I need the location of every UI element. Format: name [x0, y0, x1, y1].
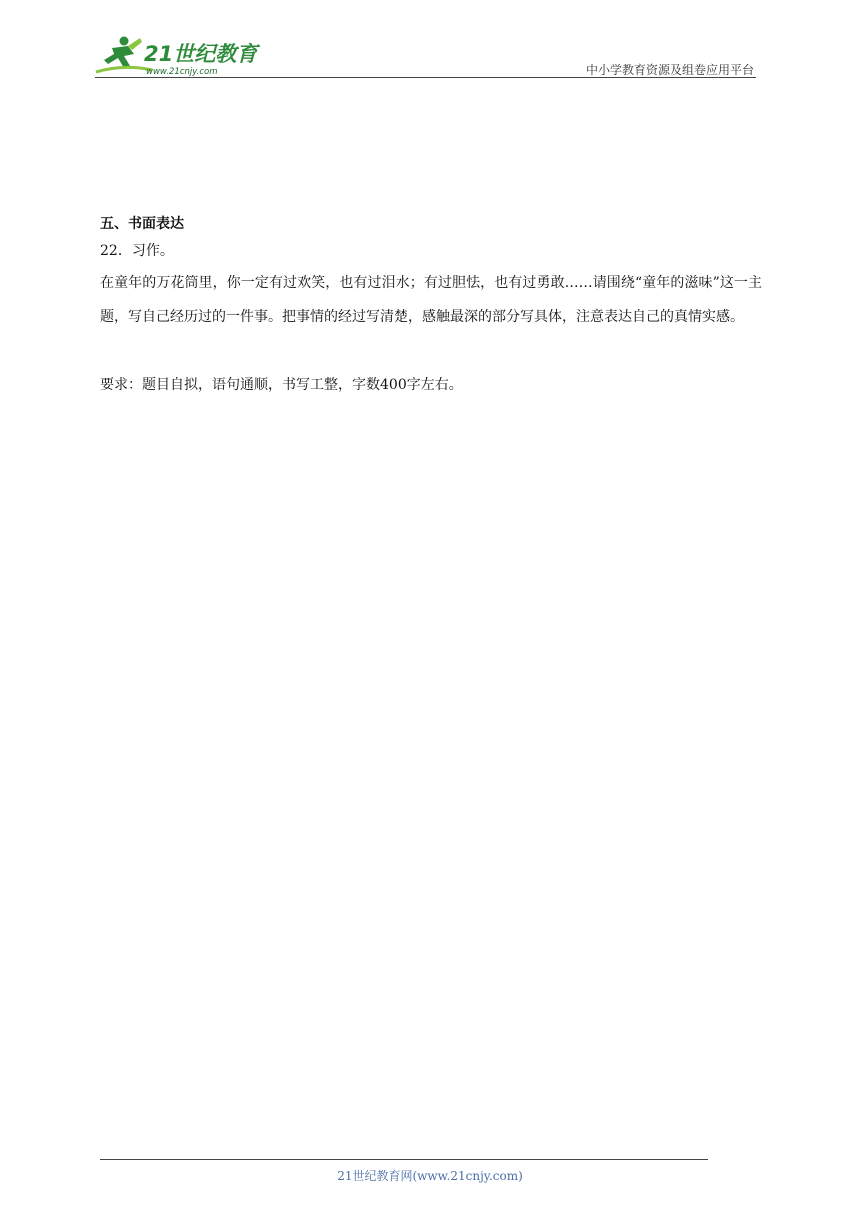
logo-text: 21世纪教育 — [144, 42, 258, 66]
question-requirements: 要求：题目自拟，语句通顺，书写工整，字数400字左右。 — [100, 377, 463, 393]
question-prompt: 在童年的万花筒里，你一定有过欢笑，也有过泪水；有过胆怯，也有过勇敢……请围绕“童年的滋味”这一主题，写自己经历过的一件事。把事情的经过写清楚，感触最深的部分写具体，注意表达自己的真情实感。 — [100, 275, 762, 325]
site-logo — [94, 34, 264, 76]
logo-subtext: www.21cnjy.com — [146, 67, 218, 76]
footer-link[interactable]: 21世纪教育网(www.21cnjy.com) — [337, 1169, 523, 1183]
site-slogan: 中小学教育资源及组卷应用平台 — [585, 63, 754, 77]
section-title: 五、书面表达 — [100, 216, 184, 232]
footer-divider — [100, 1159, 708, 1160]
header-divider — [95, 77, 756, 78]
question-number: 22．习作。 — [100, 243, 174, 259]
runner-logo-icon — [94, 34, 264, 76]
